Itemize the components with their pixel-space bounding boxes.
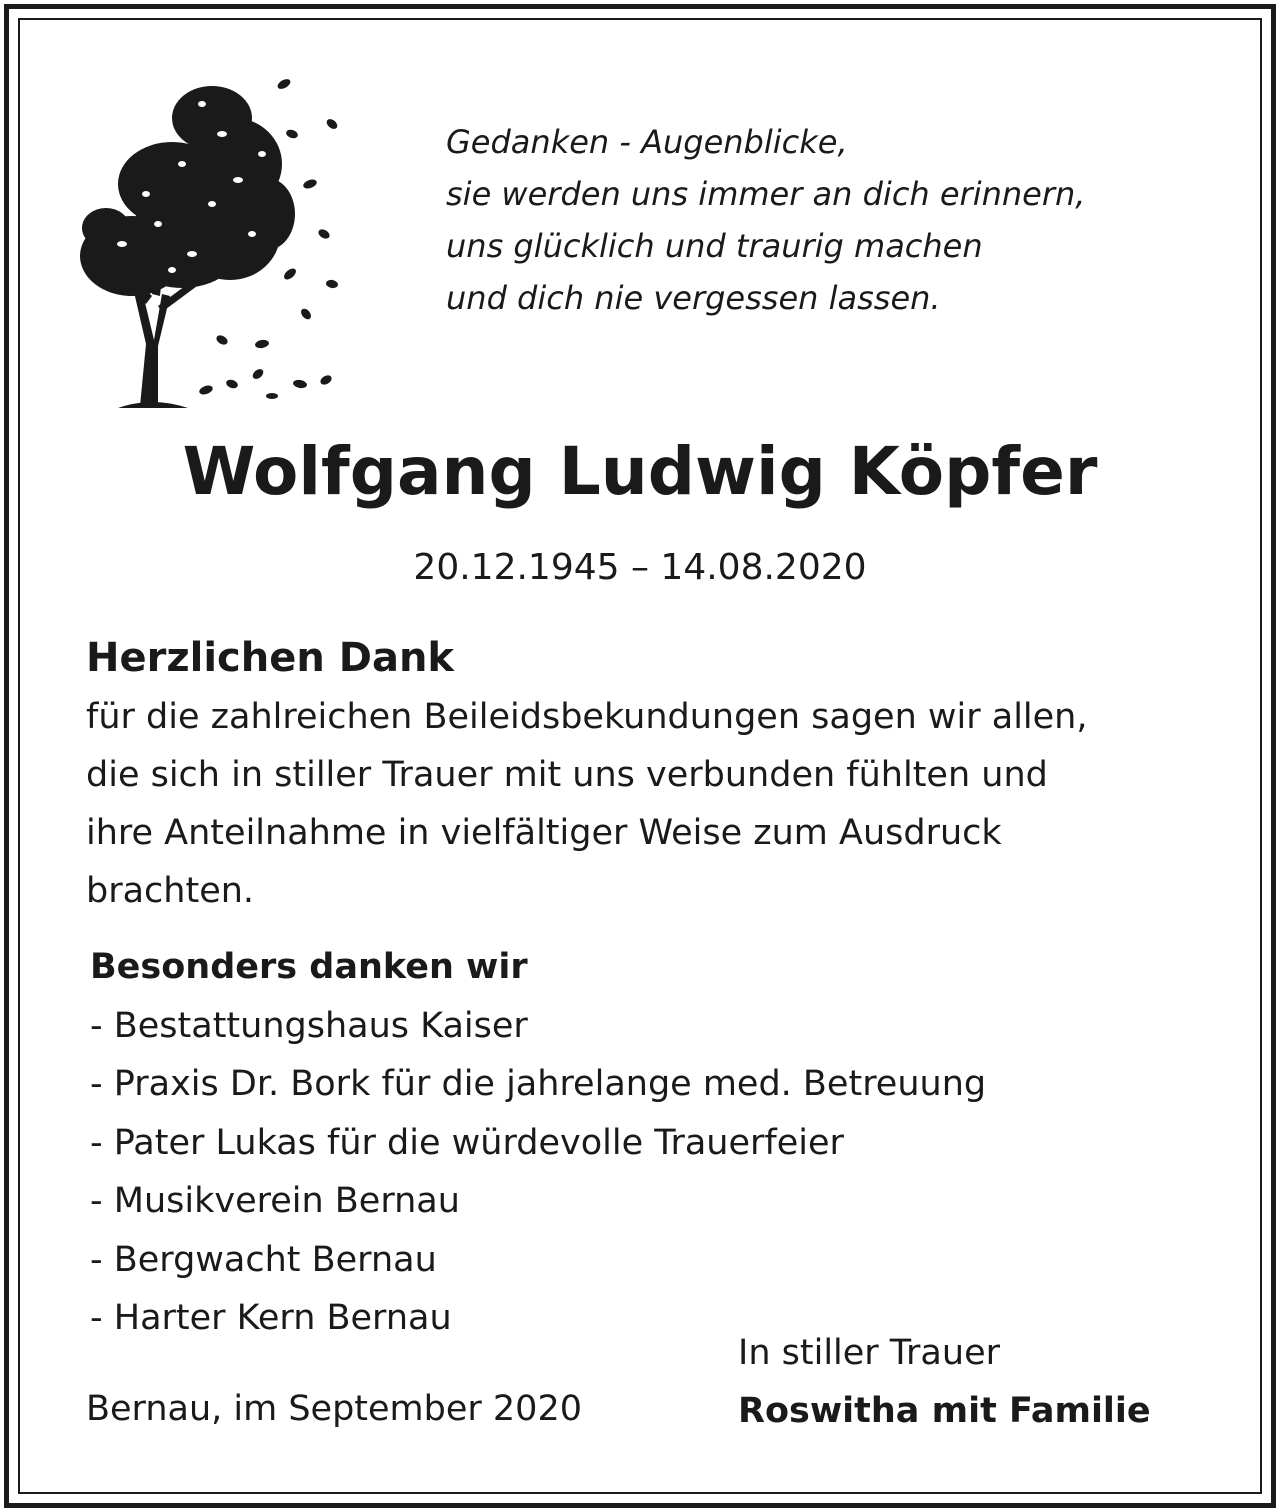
poem-line: und dich nie vergessen lassen. xyxy=(446,279,941,317)
paragraph-line: brachten. xyxy=(86,871,255,911)
life-dates: 20.12.1945 – 14.08.2020 xyxy=(413,547,867,588)
thanks-message xyxy=(86,628,1226,920)
paragraph-line: die sich in stiller Trauer mit uns verbunden fühlten und xyxy=(86,755,1048,795)
place-and-date: Bernau, im September 2020 xyxy=(86,1389,582,1429)
thanks-heading: Herzlichen Dank xyxy=(86,635,455,681)
list-item: - Bergwacht Bernau xyxy=(90,1239,437,1280)
list-item: - Bestattungshaus Kaiser xyxy=(90,1005,528,1046)
mourning-line: In stiller Trauer xyxy=(738,1333,1000,1373)
poem-line: uns glücklich und traurig machen xyxy=(446,227,983,265)
list-item: - Musikverein Bernau xyxy=(90,1181,460,1221)
special-thanks-list xyxy=(90,938,1230,1348)
list-item: - Pater Lukas für die würdevolle Trauerfeier xyxy=(90,1122,844,1163)
list-item: - Harter Kern Bernau xyxy=(90,1298,452,1338)
tree-with-falling-leaves-icon xyxy=(62,44,362,414)
poem xyxy=(446,116,1206,324)
poem-line: Gedanken - Augenblicke, xyxy=(446,123,848,161)
poem-line: sie werden uns immer an dich erinnern, xyxy=(446,175,1086,213)
signature-block xyxy=(738,1324,1151,1440)
list-item: - Praxis Dr. Bork für die jahrelange med. Betreuung xyxy=(90,1064,987,1104)
thanks-paragraph xyxy=(86,688,1226,920)
deceased-name: Wolfgang Ludwig Köpfer xyxy=(182,433,1098,510)
special-thanks-heading: Besonders danken wir xyxy=(90,947,528,987)
paragraph-line: ihre Anteilnahme in vielfältiger Weise zum Ausdruck xyxy=(86,813,1002,853)
family-name: Roswitha mit Familie xyxy=(738,1391,1151,1431)
paragraph-line: für die zahlreichen Beileidsbekundungen sagen wir allen, xyxy=(86,697,1088,737)
